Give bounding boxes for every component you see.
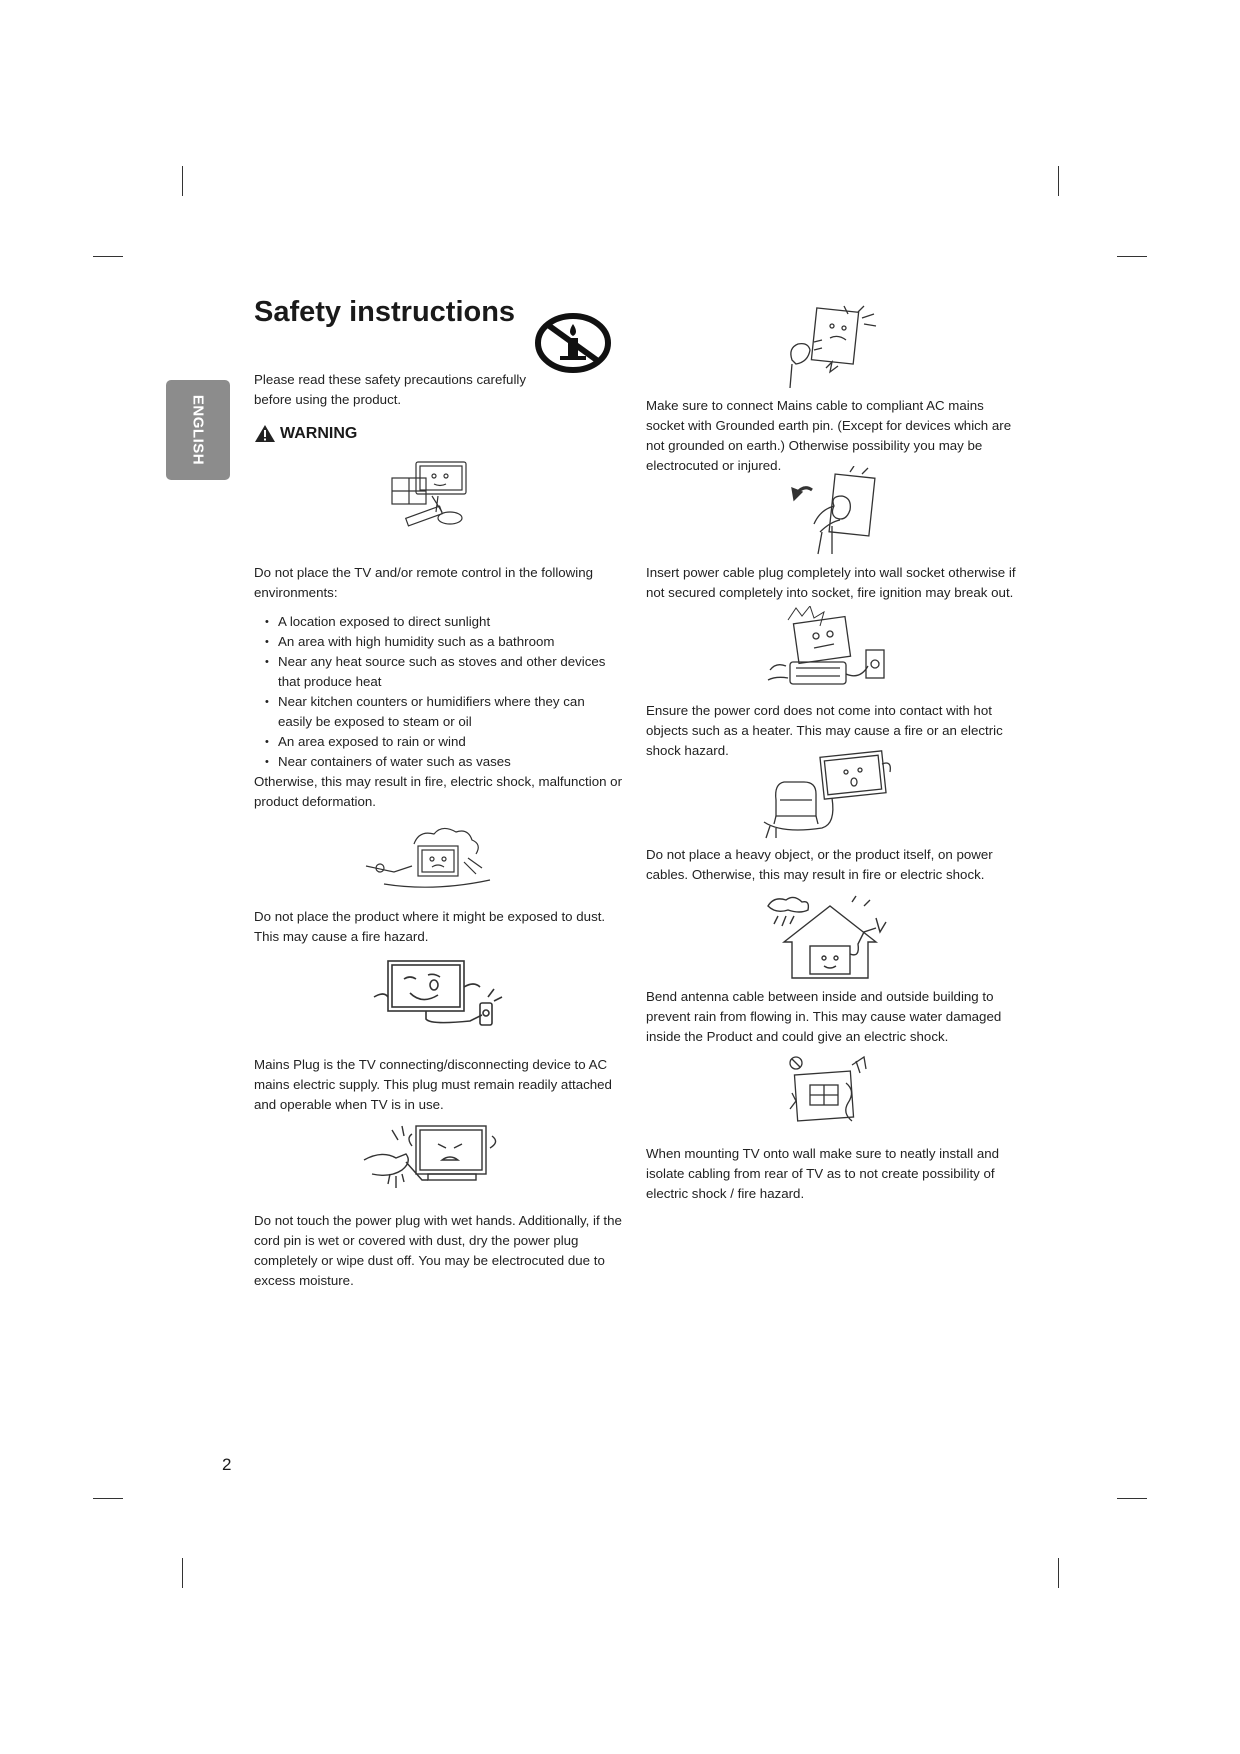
- crop-mark: [1058, 166, 1059, 196]
- intro-text: Please read these safety precautions carefully before using the product.: [254, 372, 527, 407]
- tv-remote-environment-illustration: [386, 456, 486, 538]
- list-item: • A location exposed to direct sunlight: [262, 612, 622, 632]
- crop-mark: [93, 256, 123, 257]
- heavy-object-text: Do not place a heavy object, or the product itself, on power cables. Otherwise, this may result in fire or electric shock.: [646, 847, 993, 882]
- dust-illustration: [364, 822, 504, 896]
- grounded-socket-illustration: [778, 304, 886, 390]
- mains-plug-illustration: [370, 957, 505, 1033]
- environments-outro: Otherwise, this may result in fire, electric shock, malfunction or product deformation.: [254, 774, 623, 809]
- list-item: • An area with high humidity such as a bathroom: [262, 632, 622, 652]
- warning-icon: [254, 424, 276, 443]
- hot-objects-illustration: [766, 606, 890, 696]
- wet-hands-text: Do not touch the power plug with wet hands. Additionally, if the cord pin is wet or covered with dust, dry the power plug completely or wipe dust off. You may be electrocuted due to excess moisture.: [254, 1213, 622, 1288]
- page-title: Safety instructions: [254, 296, 516, 328]
- list-item: • Near kitchen counters or humidifiers where they can easily be exposed to steam or oil: [262, 692, 622, 732]
- crop-mark: [182, 1558, 183, 1588]
- warning-heading: [254, 424, 357, 443]
- dust-text: Do not place the product where it might be exposed to dust. This may cause a fire hazard.: [254, 909, 606, 944]
- crop-mark: [1058, 1558, 1059, 1588]
- warning-label: WARNING: [280, 424, 358, 442]
- wet-hands-illustration: [362, 1118, 512, 1200]
- language-tab-label: ENGLISH: [189, 394, 207, 466]
- wall-mount-illustration: [786, 1053, 870, 1129]
- mains-plug-text: Mains Plug is the TV connecting/disconnecting device to AC mains electric supply. This plug must remain readily attached and operable when TV is in use.: [254, 1057, 612, 1112]
- crop-mark: [93, 1498, 123, 1499]
- crop-mark: [182, 166, 183, 196]
- page-number: 2: [222, 1455, 232, 1474]
- antenna-cable-illustration: [764, 892, 888, 982]
- crop-mark: [1117, 1498, 1147, 1499]
- hot-objects-text: Ensure the power cord does not come into contact with hot objects such as a heater. This may cause a fire or an electric shock hazard.: [646, 703, 1003, 758]
- list-item: • An area exposed to rain or wind: [262, 732, 622, 752]
- environments-list: [262, 612, 622, 772]
- language-tab: [166, 380, 230, 480]
- insert-plug-text: Insert power cable plug completely into wall socket otherwise if not secured completely into socket, fire ignition may break out.: [646, 565, 1016, 600]
- grounded-text: Make sure to connect Mains cable to compliant AC mains socket with Grounded earth pin. (Except for devices which are not grounded on earth.) Otherwise possibility you may be electrocuted or injured.: [646, 398, 1012, 473]
- insert-plug-illustration: [790, 466, 888, 558]
- crop-mark: [1117, 256, 1147, 257]
- antenna-text: Bend antenna cable between inside and outside building to prevent rain from flowing in. This may cause water damaged inside the Product and could give an electric shock.: [646, 989, 1002, 1044]
- list-item: • Near any heat source such as stoves and other devices that produce heat: [262, 652, 622, 692]
- no-open-flame-icon: [534, 312, 612, 374]
- list-item: • Near containers of water such as vases: [262, 752, 622, 772]
- environments-intro: Do not place the TV and/or remote control in the following environments:: [254, 565, 594, 600]
- heavy-object-illustration: [762, 750, 894, 840]
- wall-mount-text: When mounting TV onto wall make sure to neatly install and isolate cabling from rear of TV as to not create possibility of electric shock / fire hazard.: [646, 1146, 1000, 1201]
